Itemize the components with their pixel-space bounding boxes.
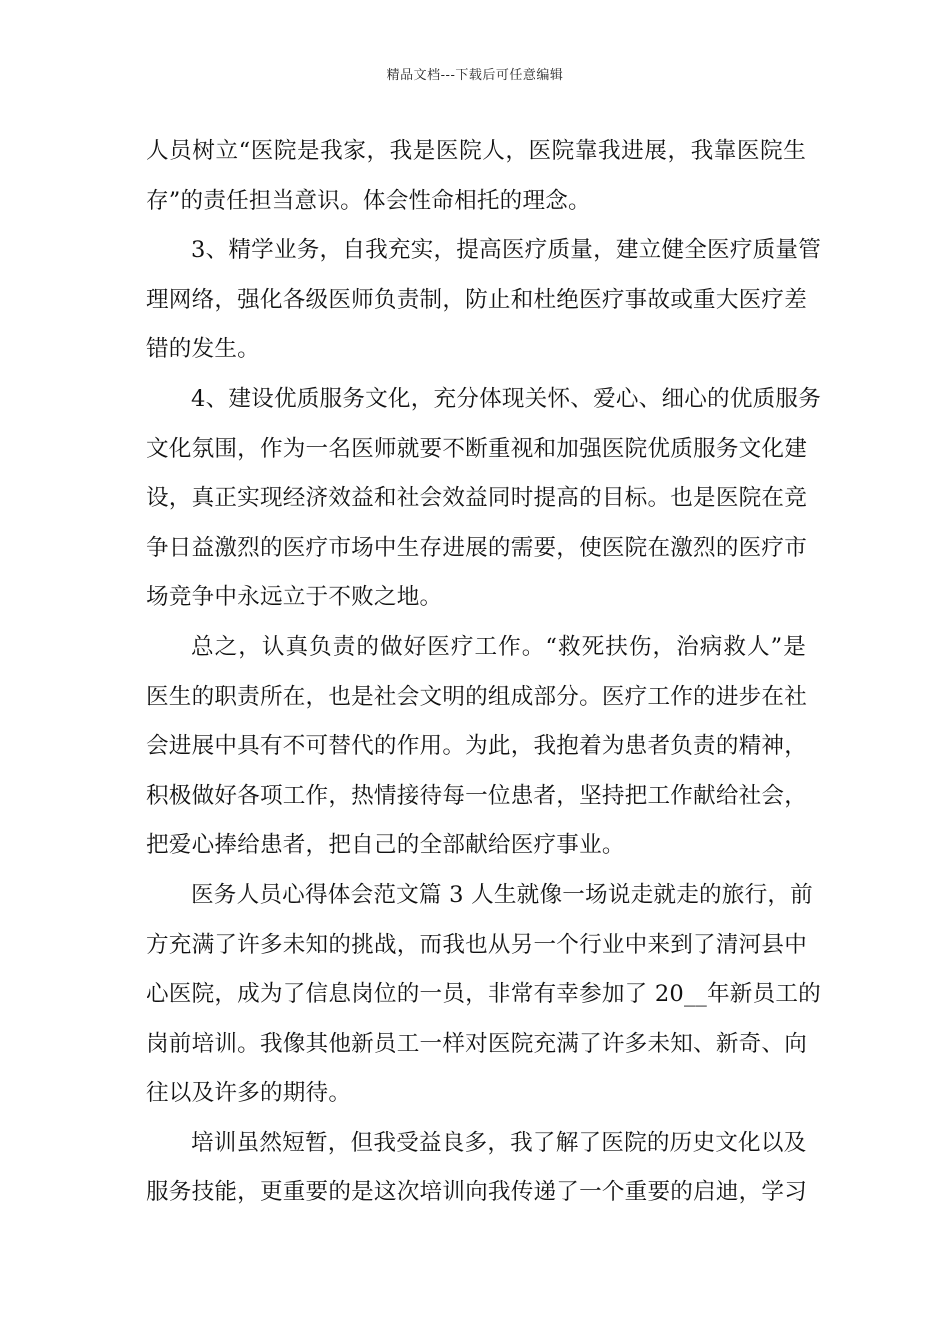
text-line: 方充满了许多未知的挑战，而我也从另一个行业中来到了清河县中 xyxy=(146,931,808,958)
page-header: 精品文档---下载后可任意编辑 xyxy=(386,68,564,83)
text-line: 场竞争中永远立于不败之地。 xyxy=(146,584,443,611)
text-line: 争日益激烈的医疗市场中生存进展的需要，使医院在激烈的医疗市 xyxy=(146,534,808,561)
text-line: 理网络，强化各级医师负责制，防止和杜绝医疗事故或重大医疗差 xyxy=(146,286,808,313)
text-line: 把爱心捧给患者，把自己的全部献给医疗事业。 xyxy=(146,832,625,859)
text-line: 存”的责任担当意识。体会性命相托的理念。 xyxy=(146,187,591,214)
text-line: 心医院，成为了信息岗位的一员，非常有幸参加了 20__年新员工的 xyxy=(146,981,821,1008)
text-line: 积极做好各项工作，热情接待每一位患者，坚持把工作献给社会， xyxy=(146,782,808,809)
text-line: 服务技能，更重要的是这次培训向我传递了一个重要的启迪，学习 xyxy=(146,1179,808,1206)
text-line: 医生的职责所在，也是社会文明的组成部分。医疗工作的进步在社 xyxy=(146,683,808,710)
text-line: 人员树立“医院是我家，我是医院人，医院靠我进展，我靠医院生 xyxy=(146,138,806,164)
document-body xyxy=(146,132,822,1223)
text-line: 错的发生。 xyxy=(146,336,260,363)
text-line: 培训虽然短暂，但我受益良多，我了解了医院的历史文化以及 xyxy=(191,1129,807,1156)
text-line: 往以及许多的期待。 xyxy=(146,1080,352,1107)
text-line: 医务人员心得体会范文篇 3 人生就像一场说走就走的旅行，前 xyxy=(191,881,813,908)
text-line: 会进展中具有不可替代的作用。为此，我抱着为患者负责的精神， xyxy=(146,733,808,760)
text-line: 设，真正实现经济效益和社会效益同时提高的目标。也是医院在竞 xyxy=(146,485,808,512)
text-line: 文化氛围，作为一名医师就要不断重视和加强医院优质服务文化建 xyxy=(146,435,808,462)
text-line: 3、精学业务，自我充实，提高医疗质量，建立健全医疗质量管 xyxy=(191,237,822,264)
text-line: 4、建设优质服务文化，充分体现关怀、爱心、细心的优质服务 xyxy=(191,385,822,412)
text-line: 总之，认真负责的做好医疗工作。“救死扶伤，治病救人”是 xyxy=(191,633,806,660)
text-line: 岗前培训。我像其他新员工一样对医院充满了许多未知、新奇、向 xyxy=(146,1030,808,1057)
